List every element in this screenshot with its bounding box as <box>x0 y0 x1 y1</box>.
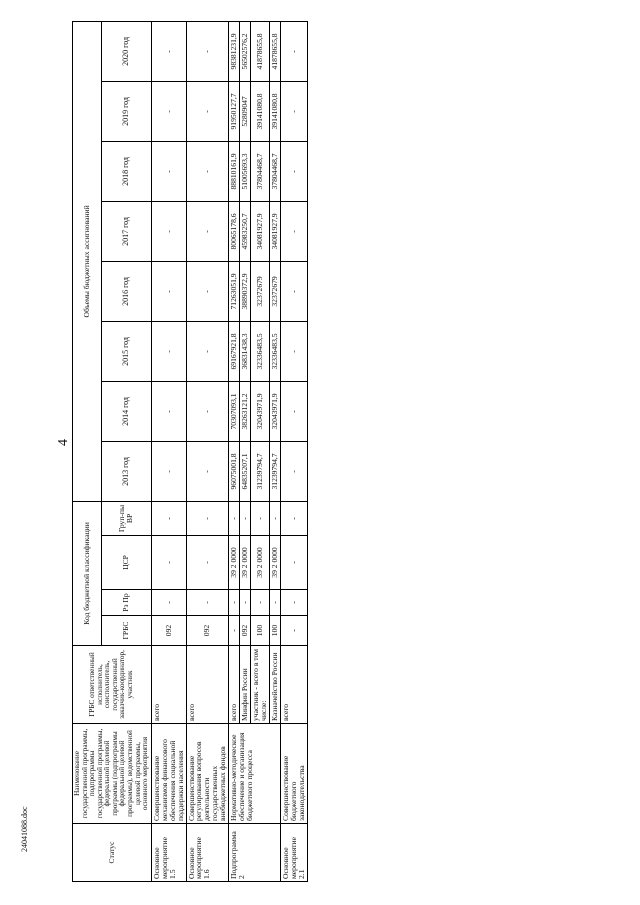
row-vr: - <box>229 501 240 535</box>
row-value: 37804468,7 <box>251 141 270 201</box>
row-value: 71263051,9 <box>229 261 240 321</box>
header-vr: Груп-пы ВР <box>101 501 151 535</box>
row-value: - <box>281 321 308 381</box>
row-participant: участник - всего в том числе: <box>251 646 270 724</box>
row-value: - <box>281 261 308 321</box>
row-value: 80065178,6 <box>229 201 240 261</box>
header-year: 2020 год <box>101 21 151 81</box>
row-grbs: 092 <box>186 616 229 646</box>
row-value: - <box>281 381 308 441</box>
row-value: 41878655,8 <box>270 21 281 81</box>
row-status: Основное мероприятие 1.6 <box>186 824 229 882</box>
row-value: 32336483,5 <box>270 321 281 381</box>
row-value: 39141080,8 <box>270 81 281 141</box>
row-csr: 39 2 0000 <box>270 536 281 590</box>
page-number: 4 <box>56 439 71 446</box>
footer-doc-code: 24041088.doc <box>20 806 29 852</box>
row-value: - <box>186 141 229 201</box>
header-year: 2015 год <box>101 321 151 381</box>
row-name: Совершенствование бюджетного законодательства <box>281 724 308 824</box>
row-value: - <box>151 201 186 261</box>
header-year: 2013 год <box>101 441 151 501</box>
row-name: Совершенствование механизмов финансового обеспечения социальной поддержки населения <box>151 724 186 824</box>
row-rzpr: - <box>281 590 308 616</box>
row-value: 51005693,3 <box>240 141 251 201</box>
table-row <box>281 21 308 881</box>
row-csr: - <box>281 536 308 590</box>
row-value: 91950127,7 <box>229 81 240 141</box>
row-rzpr: - <box>251 590 270 616</box>
row-value: 96075001,8 <box>229 441 240 501</box>
header-rzpr: Рз Пр <box>101 590 151 616</box>
row-value: - <box>151 321 186 381</box>
row-value: 34081927,9 <box>251 201 270 261</box>
row-value: - <box>151 141 186 201</box>
row-participant: всего <box>229 646 240 724</box>
row-csr: 39 2 0000 <box>229 536 240 590</box>
row-csr: 39 2 0000 <box>240 536 251 590</box>
row-value: - <box>151 441 186 501</box>
row-value: 34081927,9 <box>270 201 281 261</box>
row-vr: - <box>151 501 186 535</box>
table-row <box>151 21 186 881</box>
row-value: - <box>186 201 229 261</box>
row-value: 36831438,3 <box>240 321 251 381</box>
header-classification: Код бюджетной классификации <box>73 501 102 645</box>
budget-table <box>72 21 308 882</box>
row-value: 41878655,8 <box>251 21 270 81</box>
row-status: Основное мероприятие 1.5 <box>151 824 186 882</box>
row-value: 70307093,1 <box>229 381 240 441</box>
row-vr: - <box>281 501 308 535</box>
header-status: Статус <box>73 824 152 882</box>
row-value: 32336483,5 <box>251 321 270 381</box>
row-grbs: - <box>281 616 308 646</box>
row-participant: всего <box>281 646 308 724</box>
row-value: - <box>186 81 229 141</box>
row-value: 45983250,7 <box>240 201 251 261</box>
row-value: - <box>186 21 229 81</box>
row-value: 56502576,2 <box>240 21 251 81</box>
row-participant: всего <box>151 646 186 724</box>
row-value: 31239794,7 <box>251 441 270 501</box>
row-csr: 39 2 0000 <box>251 536 270 590</box>
row-value: - <box>186 261 229 321</box>
table-row <box>229 21 240 881</box>
row-value: - <box>281 201 308 261</box>
row-vr: - <box>186 501 229 535</box>
row-participant: Казначейство России <box>270 646 281 724</box>
row-vr: - <box>240 501 251 535</box>
row-value: - <box>281 441 308 501</box>
row-value: - <box>281 21 308 81</box>
header-grbs: ГРБС <box>101 616 151 646</box>
row-value: 32372679 <box>270 261 281 321</box>
row-value: 37804468,7 <box>270 141 281 201</box>
header-year: 2014 год <box>101 381 151 441</box>
row-value: - <box>186 441 229 501</box>
row-name: Нормативно-методическое обеспечение и организация бюджетного процесса <box>229 724 281 824</box>
row-value: 98381231,9 <box>229 21 240 81</box>
header-year: 2018 год <box>101 141 151 201</box>
row-csr: - <box>151 536 186 590</box>
row-value: 69167921,8 <box>229 321 240 381</box>
row-value: - <box>186 381 229 441</box>
row-value: 38890372,9 <box>240 261 251 321</box>
row-vr: - <box>270 501 281 535</box>
row-value: - <box>281 81 308 141</box>
row-value: 32043971,9 <box>251 381 270 441</box>
row-value: 39141080,8 <box>251 81 270 141</box>
row-value: 31239794,7 <box>270 441 281 501</box>
row-value: 32043971,9 <box>270 381 281 441</box>
row-value: 38263121,2 <box>240 381 251 441</box>
row-rzpr: - <box>240 590 251 616</box>
row-value: 52809047 <box>240 81 251 141</box>
row-value: - <box>281 141 308 201</box>
row-grbs: 100 <box>270 616 281 646</box>
row-value: - <box>151 81 186 141</box>
row-grbs: 092 <box>151 616 186 646</box>
row-grbs: 092 <box>240 616 251 646</box>
row-status: Подпрограмма 2 <box>229 824 281 882</box>
header-year: 2019 год <box>101 81 151 141</box>
row-rzpr: - <box>270 590 281 616</box>
row-value: 88810161,9 <box>229 141 240 201</box>
table-row <box>186 21 229 881</box>
budget-table-rotated <box>72 22 592 882</box>
row-value: 64835207,1 <box>240 441 251 501</box>
header-grbs-desc: ГРБС ответственный исполнитель, соисполнитель, государственный заказчик-координатор, участник <box>73 646 152 724</box>
header-year: 2016 год <box>101 261 151 321</box>
row-grbs: - <box>229 616 240 646</box>
row-rzpr: - <box>229 590 240 616</box>
header-budget: Объемы бюджетных ассигнований <box>73 21 102 501</box>
row-participant: всего <box>186 646 229 724</box>
row-participant: Минфин России <box>240 646 251 724</box>
header-name: Наименование государственной программы, подпрограммы государственной программы, федеральной целевой программы (подпрограммы федеральной целевой программы), ведомственной целевой программы, основного мероприятия <box>73 724 152 824</box>
row-value: - <box>151 261 186 321</box>
row-grbs: 100 <box>251 616 270 646</box>
row-value: - <box>186 321 229 381</box>
header-csr: ЦСР <box>101 536 151 590</box>
row-name: Совершенствование регулирования вопросов деятельности государственных внебюджетных фондов <box>186 724 229 824</box>
row-value: - <box>151 381 186 441</box>
row-csr: - <box>186 536 229 590</box>
row-vr: - <box>251 501 270 535</box>
header-year: 2017 год <box>101 201 151 261</box>
row-value: - <box>151 21 186 81</box>
header-row-1 <box>73 21 102 881</box>
row-value: 32372679 <box>251 261 270 321</box>
row-rzpr: - <box>151 590 186 616</box>
row-rzpr: - <box>186 590 229 616</box>
row-status: Основное мероприятие 2.1 <box>281 824 308 882</box>
